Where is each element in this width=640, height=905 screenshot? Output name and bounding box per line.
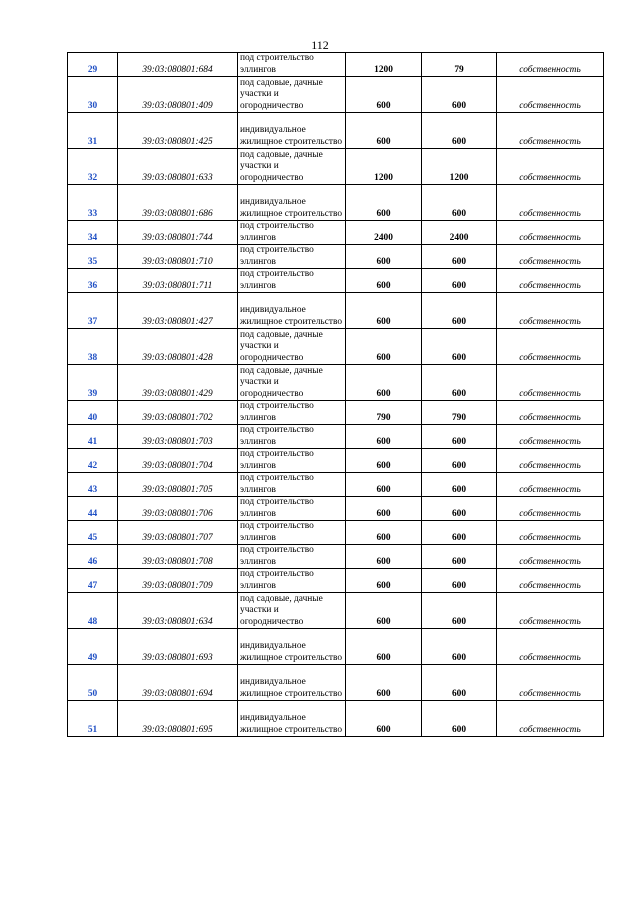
ownership-type: собственность <box>497 329 604 365</box>
share-area: 600 <box>422 113 497 149</box>
plot-area: 600 <box>346 449 422 473</box>
row-number: 33 <box>68 185 118 221</box>
permitted-use: под строительство эллингов <box>238 425 346 449</box>
ownership-type: собственность <box>497 497 604 521</box>
table-row <box>68 293 604 329</box>
table-row <box>68 629 604 665</box>
share-area: 600 <box>422 497 497 521</box>
cadastral-number: 39:03:080801:707 <box>118 521 238 545</box>
cadastral-number: 39:03:080801:705 <box>118 473 238 497</box>
permitted-use: под садовые, дачные участки и огородничество <box>238 149 346 185</box>
plot-area: 790 <box>346 401 422 425</box>
share-area: 600 <box>422 293 497 329</box>
row-number: 41 <box>68 425 118 449</box>
ownership-type: собственность <box>497 545 604 569</box>
table-row <box>68 401 604 425</box>
plot-area: 600 <box>346 365 422 401</box>
plot-area: 600 <box>346 425 422 449</box>
plot-area: 600 <box>346 293 422 329</box>
share-area: 600 <box>422 569 497 593</box>
plot-area: 600 <box>346 473 422 497</box>
table-row <box>68 77 604 113</box>
plot-area: 2400 <box>346 221 422 245</box>
permitted-use: под садовые, дачные участки и огородничество <box>238 593 346 629</box>
permitted-use: под строительство эллингов <box>238 449 346 473</box>
plot-area: 600 <box>346 497 422 521</box>
table-row <box>68 221 604 245</box>
row-number: 37 <box>68 293 118 329</box>
ownership-type: собственность <box>497 365 604 401</box>
permitted-use: под садовые, дачные участки и огородничество <box>238 365 346 401</box>
cadastral-number: 39:03:080801:744 <box>118 221 238 245</box>
share-area: 1200 <box>422 149 497 185</box>
permitted-use: под садовые, дачные участки и огородничество <box>238 77 346 113</box>
table-row <box>68 701 604 737</box>
row-number: 51 <box>68 701 118 737</box>
permitted-use: под садовые, дачные участки и огородничество <box>238 329 346 365</box>
cadastral-number: 39:03:080801:706 <box>118 497 238 521</box>
permitted-use: индивидуальное жилищное строительство <box>238 293 346 329</box>
cadastral-number: 39:03:080801:711 <box>118 269 238 293</box>
ownership-type: собственность <box>497 665 604 701</box>
plot-area: 600 <box>346 701 422 737</box>
permitted-use: под строительство эллингов <box>238 269 346 293</box>
share-area: 600 <box>422 269 497 293</box>
row-number: 50 <box>68 665 118 701</box>
ownership-type: собственность <box>497 185 604 221</box>
cadastral-number: 39:03:080801:425 <box>118 113 238 149</box>
table-body <box>68 53 604 737</box>
ownership-type: собственность <box>497 569 604 593</box>
share-area: 600 <box>422 665 497 701</box>
table-row <box>68 185 604 221</box>
ownership-type: собственность <box>497 77 604 113</box>
cadastral-number: 39:03:080801:693 <box>118 629 238 665</box>
share-area: 600 <box>422 449 497 473</box>
cadastral-number: 39:03:080801:684 <box>118 53 238 77</box>
share-area: 600 <box>422 545 497 569</box>
permitted-use: под строительство эллингов <box>238 221 346 245</box>
cadastral-number: 39:03:080801:702 <box>118 401 238 425</box>
share-area: 600 <box>422 365 497 401</box>
row-number: 34 <box>68 221 118 245</box>
table-row <box>68 53 604 77</box>
share-area: 600 <box>422 629 497 665</box>
table-row <box>68 569 604 593</box>
cadastral-number: 39:03:080801:694 <box>118 665 238 701</box>
ownership-type: собственность <box>497 113 604 149</box>
row-number: 40 <box>68 401 118 425</box>
cadastral-number: 39:03:080801:409 <box>118 77 238 113</box>
ownership-type: собственность <box>497 593 604 629</box>
share-area: 600 <box>422 245 497 269</box>
row-number: 35 <box>68 245 118 269</box>
ownership-type: собственность <box>497 521 604 545</box>
share-area: 600 <box>422 593 497 629</box>
cadastral-number: 39:03:080801:709 <box>118 569 238 593</box>
table-row <box>68 329 604 365</box>
permitted-use: под строительство эллингов <box>238 401 346 425</box>
row-number: 49 <box>68 629 118 665</box>
permitted-use: под строительство эллингов <box>238 569 346 593</box>
permitted-use: индивидуальное жилищное строительство <box>238 701 346 737</box>
permitted-use: под строительство эллингов <box>238 245 346 269</box>
table-row <box>68 521 604 545</box>
table-row <box>68 665 604 701</box>
share-area: 2400 <box>422 221 497 245</box>
plot-area: 1200 <box>346 53 422 77</box>
row-number: 29 <box>68 53 118 77</box>
cadastral-number: 39:03:080801:429 <box>118 365 238 401</box>
plot-area: 600 <box>346 269 422 293</box>
row-number: 48 <box>68 593 118 629</box>
row-number: 47 <box>68 569 118 593</box>
plot-area: 600 <box>346 185 422 221</box>
share-area: 600 <box>422 425 497 449</box>
cadastral-number: 39:03:080801:703 <box>118 425 238 449</box>
plot-area: 600 <box>346 77 422 113</box>
row-number: 32 <box>68 149 118 185</box>
table-row <box>68 113 604 149</box>
table-row <box>68 425 604 449</box>
table-row <box>68 449 604 473</box>
cadastral-number: 39:03:080801:428 <box>118 329 238 365</box>
table-row <box>68 269 604 293</box>
permitted-use: под строительство эллингов <box>238 473 346 497</box>
plot-area: 600 <box>346 593 422 629</box>
table-row <box>68 365 604 401</box>
row-number: 39 <box>68 365 118 401</box>
row-number: 30 <box>68 77 118 113</box>
ownership-type: собственность <box>497 425 604 449</box>
permitted-use: индивидуальное жилищное строительство <box>238 665 346 701</box>
cadastral-number: 39:03:080801:708 <box>118 545 238 569</box>
share-area: 600 <box>422 521 497 545</box>
plot-area: 600 <box>346 113 422 149</box>
permitted-use: индивидуальное жилищное строительство <box>238 113 346 149</box>
ownership-type: собственность <box>497 401 604 425</box>
plot-area: 600 <box>346 569 422 593</box>
plot-area: 600 <box>346 545 422 569</box>
share-area: 600 <box>422 473 497 497</box>
plot-area: 600 <box>346 665 422 701</box>
cadastral-number: 39:03:080801:686 <box>118 185 238 221</box>
share-area: 790 <box>422 401 497 425</box>
ownership-type: собственность <box>497 269 604 293</box>
row-number: 43 <box>68 473 118 497</box>
row-number: 42 <box>68 449 118 473</box>
table-row <box>68 149 604 185</box>
plot-area: 600 <box>346 629 422 665</box>
ownership-type: собственность <box>497 449 604 473</box>
share-area: 79 <box>422 53 497 77</box>
permitted-use: под строительство эллингов <box>238 545 346 569</box>
ownership-type: собственность <box>497 245 604 269</box>
cadastral-number: 39:03:080801:710 <box>118 245 238 269</box>
ownership-type: собственность <box>497 629 604 665</box>
ownership-type: собственность <box>497 701 604 737</box>
land-plots-table <box>67 52 604 737</box>
plot-area: 1200 <box>346 149 422 185</box>
ownership-type: собственность <box>497 293 604 329</box>
share-area: 600 <box>422 701 497 737</box>
page-number: 112 <box>311 38 329 52</box>
share-area: 600 <box>422 329 497 365</box>
row-number: 46 <box>68 545 118 569</box>
permitted-use: под строительство эллингов <box>238 521 346 545</box>
share-area: 600 <box>422 77 497 113</box>
row-number: 45 <box>68 521 118 545</box>
permitted-use: индивидуальное жилищное строительство <box>238 185 346 221</box>
row-number: 38 <box>68 329 118 365</box>
permitted-use: индивидуальное жилищное строительство <box>238 629 346 665</box>
table-row <box>68 545 604 569</box>
ownership-type: собственность <box>497 221 604 245</box>
plot-area: 600 <box>346 329 422 365</box>
row-number: 44 <box>68 497 118 521</box>
table-row <box>68 473 604 497</box>
cadastral-number: 39:03:080801:634 <box>118 593 238 629</box>
cadastral-number: 39:03:080801:704 <box>118 449 238 473</box>
table-row <box>68 593 604 629</box>
cadastral-number: 39:03:080801:427 <box>118 293 238 329</box>
permitted-use: под строительство эллингов <box>238 497 346 521</box>
row-number: 36 <box>68 269 118 293</box>
plot-area: 600 <box>346 245 422 269</box>
cadastral-number: 39:03:080801:695 <box>118 701 238 737</box>
ownership-type: собственность <box>497 53 604 77</box>
ownership-type: собственность <box>497 149 604 185</box>
permitted-use: под строительство эллингов <box>238 53 346 77</box>
ownership-type: собственность <box>497 473 604 497</box>
share-area: 600 <box>422 185 497 221</box>
cadastral-number: 39:03:080801:633 <box>118 149 238 185</box>
table-row <box>68 245 604 269</box>
plot-area: 600 <box>346 521 422 545</box>
row-number: 31 <box>68 113 118 149</box>
table-row <box>68 497 604 521</box>
